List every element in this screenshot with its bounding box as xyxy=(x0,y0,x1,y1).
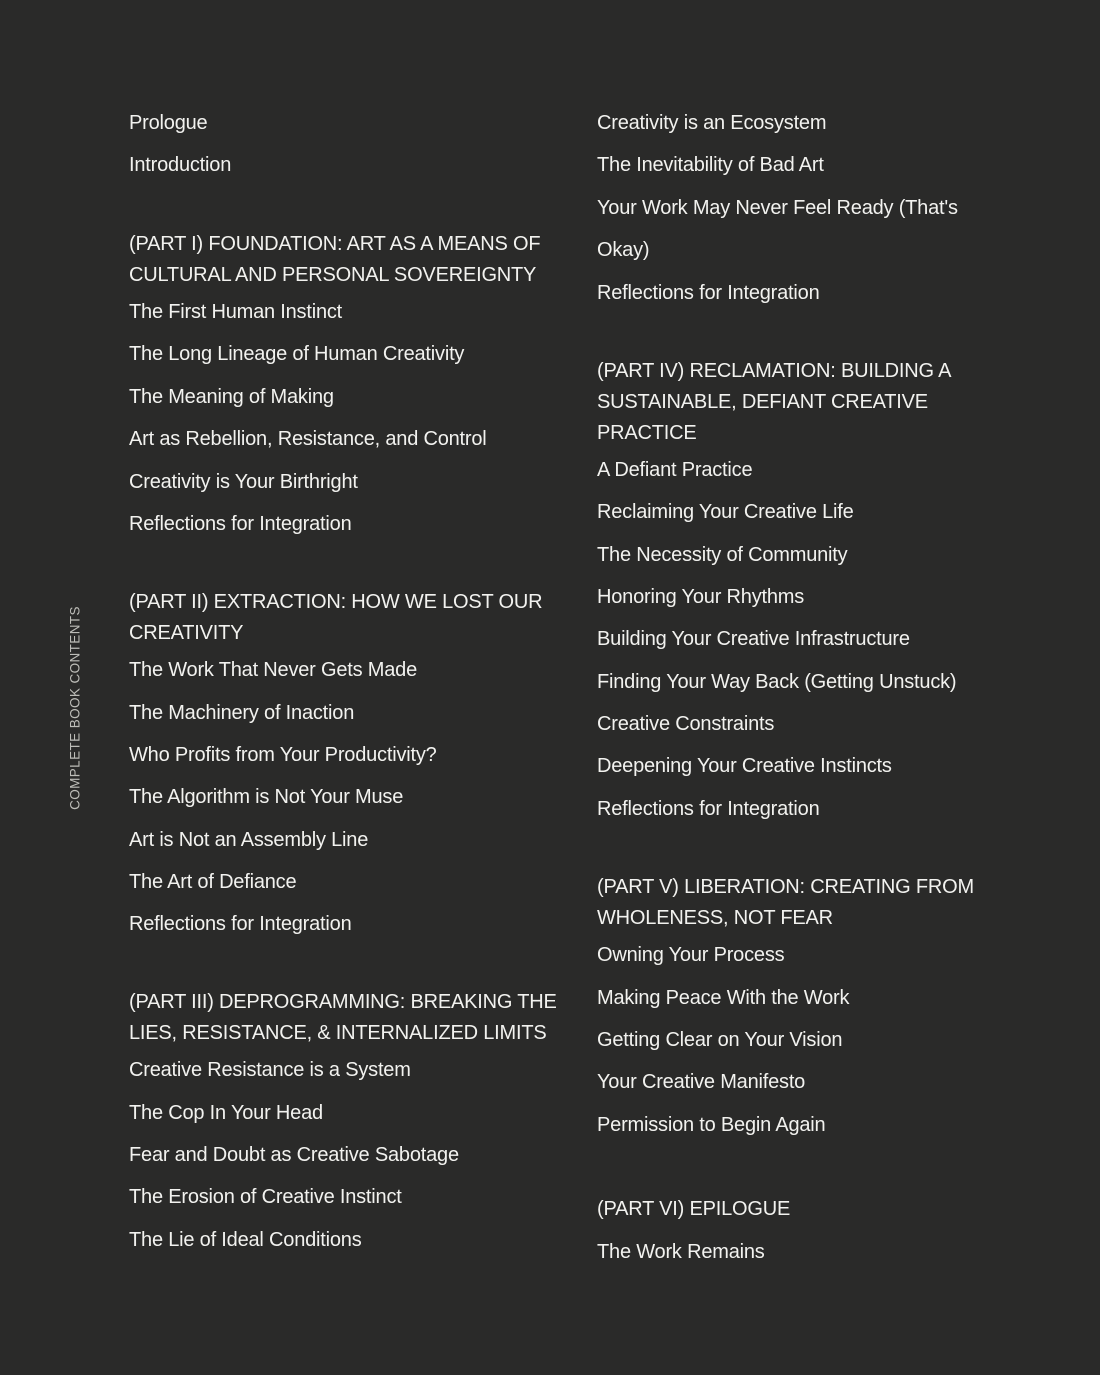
toc-entry: Fear and Doubt as Creative Sabotage xyxy=(129,1144,459,1166)
toc-entry: Who Profits from Your Productivity? xyxy=(129,744,437,766)
toc-entry-introduction: Introduction xyxy=(129,154,232,176)
toc-entry: Reclaiming Your Creative Life xyxy=(597,501,854,523)
toc-entry: The Inevitability of Bad Art xyxy=(597,154,824,176)
part-1-heading xyxy=(129,229,540,291)
part-5-heading-line-2: WHOLENESS, NOT FEAR xyxy=(597,907,833,929)
part-6-heading: (PART VI) EPILOGUE xyxy=(597,1198,791,1220)
part-1-heading-line-1: (PART I) FOUNDATION: ART AS A MEANS OF xyxy=(129,233,541,255)
toc-entry-continued: Okay) xyxy=(597,239,650,261)
side-label-complete-book-contents: COMPLETE BOOK CONTENTS xyxy=(67,606,83,810)
toc-entry: Art is Not an Assembly Line xyxy=(129,829,369,851)
part-3-heading xyxy=(129,987,557,1049)
part-4-heading xyxy=(597,356,951,449)
part-2-heading-line-2: CREATIVITY xyxy=(129,622,244,644)
part-4-heading-line-1: (PART IV) RECLAMATION: BUILDING A xyxy=(597,360,952,382)
toc-entry: Making Peace With the Work xyxy=(597,987,850,1009)
part-5-heading-line-1: (PART V) LIBERATION: CREATING FROM xyxy=(597,876,974,898)
part-2-heading xyxy=(129,587,542,649)
toc-entry: The Cop In Your Head xyxy=(129,1102,323,1124)
toc-entry: The Machinery of Inaction xyxy=(129,702,355,724)
part-5-heading xyxy=(597,872,974,934)
part-4-heading-line-3: PRACTICE xyxy=(597,422,697,444)
toc-entry: Deepening Your Creative Instincts xyxy=(597,755,892,777)
toc-entry: Owning Your Process xyxy=(597,944,785,966)
toc-entry: Reflections for Integration xyxy=(129,513,352,535)
toc-entry: Reflections for Integration xyxy=(129,913,352,935)
toc-entry: Art as Rebellion, Resistance, and Control xyxy=(129,428,487,450)
toc-entry: Permission to Begin Again xyxy=(597,1114,826,1136)
toc-entry: The Erosion of Creative Instinct xyxy=(129,1186,402,1208)
toc-entry: Getting Clear on Your Vision xyxy=(597,1029,843,1051)
toc-entry: Creative Constraints xyxy=(597,713,775,735)
toc-entry: The First Human Instinct xyxy=(129,301,343,323)
toc-entry: The Work That Never Gets Made xyxy=(129,659,418,681)
part-2-heading-line-1: (PART II) EXTRACTION: HOW WE LOST OUR xyxy=(129,591,543,613)
toc-entry: Finding Your Way Back (Getting Unstuck) xyxy=(597,671,957,693)
toc-entry: The Meaning of Making xyxy=(129,386,334,408)
toc-entry: The Lie of Ideal Conditions xyxy=(129,1229,362,1251)
toc-entry-prologue: Prologue xyxy=(129,112,208,134)
toc-entry: Your Creative Manifesto xyxy=(597,1071,806,1093)
toc-entry: The Long Lineage of Human Creativity xyxy=(129,343,465,365)
toc-entry: The Necessity of Community xyxy=(597,544,848,566)
toc-entry: Creativity is Your Birthright xyxy=(129,471,358,493)
part-4-heading-line-2: SUSTAINABLE, DEFIANT CREATIVE xyxy=(597,391,928,413)
toc-entry: The Algorithm is Not Your Muse xyxy=(129,786,404,808)
toc-entry: Creativity is an Ecosystem xyxy=(597,112,827,134)
toc-entry: The Art of Defiance xyxy=(129,871,297,893)
part-3-heading-line-1: (PART III) DEPROGRAMMING: BREAKING THE xyxy=(129,991,557,1013)
toc-entry: The Work Remains xyxy=(597,1241,765,1263)
part-1-heading-line-2: CULTURAL AND PERSONAL SOVEREIGNTY xyxy=(129,264,537,286)
toc-entry: Building Your Creative Infrastructure xyxy=(597,628,910,650)
toc-entry: Your Work May Never Feel Ready (That's xyxy=(597,197,958,219)
part-3-heading-line-2: LIES, RESISTANCE, & INTERNALIZED LIMITS xyxy=(129,1022,547,1044)
toc-entry: Reflections for Integration xyxy=(597,282,820,304)
toc-entry: Creative Resistance is a System xyxy=(129,1059,411,1081)
toc-entry: Reflections for Integration xyxy=(597,798,820,820)
toc-entry: A Defiant Practice xyxy=(597,459,753,481)
toc-entry: Honoring Your Rhythms xyxy=(597,586,805,608)
